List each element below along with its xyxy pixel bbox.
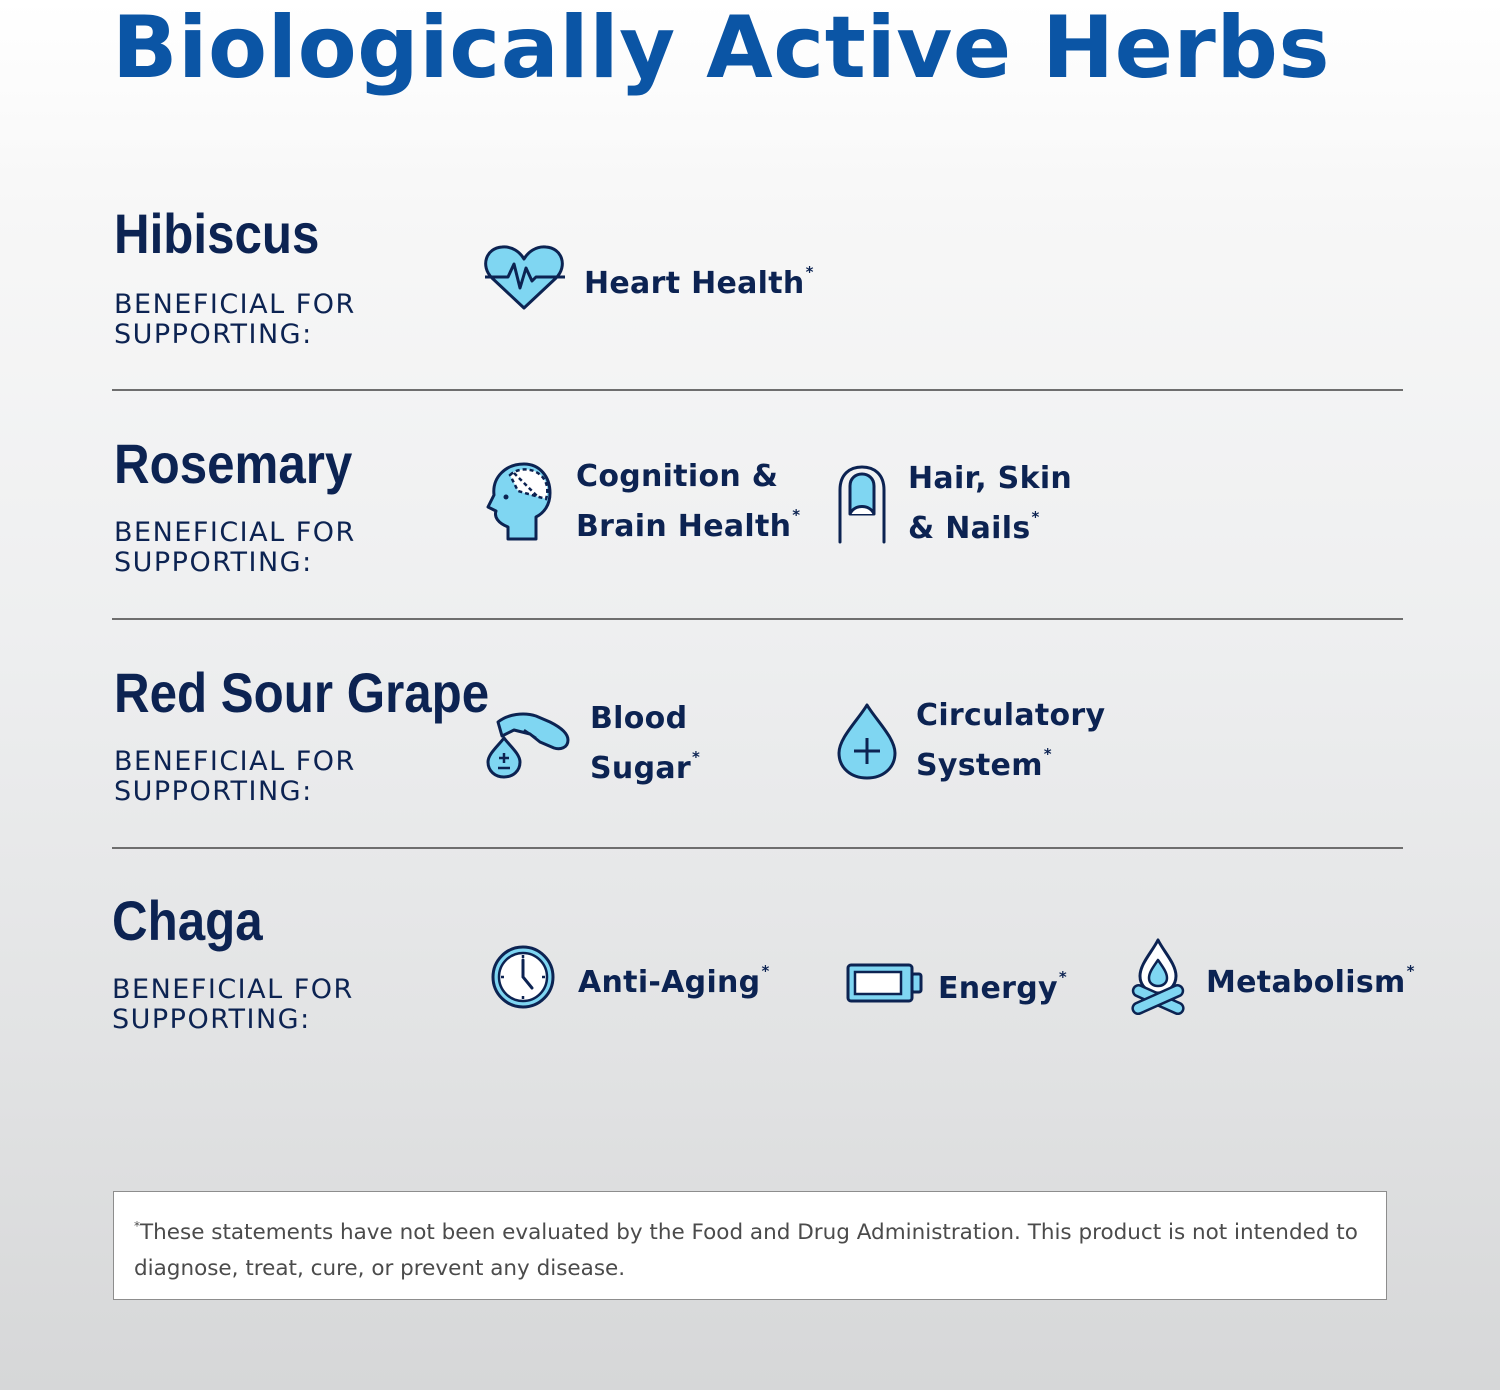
benefit-energy — [846, 958, 1067, 1008]
benefit-label: Circulatory System* — [916, 698, 1106, 783]
benefit-hair-skin-nails — [836, 460, 1072, 548]
benefit-label: Anti-Aging* — [578, 962, 770, 1000]
benefit-label: Cognition & Brain Health* — [576, 459, 801, 544]
herb-subtitle: BENEFICIAL FOR SUPPORTING: — [114, 289, 356, 350]
clock-icon — [490, 944, 556, 1010]
herb-name: Red Sour Grape — [114, 661, 490, 724]
benefit-label: Metabolism* — [1206, 962, 1415, 1000]
benefit-circulatory-system — [836, 697, 1105, 785]
section-divider — [112, 847, 1403, 849]
battery-icon — [846, 963, 924, 1003]
herb-name: Hibiscus — [114, 202, 320, 265]
disclaimer-box — [113, 1191, 1387, 1300]
heart-pulse-icon — [484, 244, 566, 312]
herb-subtitle: BENEFICIAL FOR SUPPORTING: — [112, 974, 354, 1035]
benefit-metabolism — [1130, 938, 1415, 1016]
campfire-icon — [1130, 938, 1186, 1016]
fingernail-icon — [836, 464, 888, 544]
benefit-label: Blood Sugar* — [590, 701, 701, 786]
hand-drop-icon — [484, 708, 570, 780]
drop-plus-icon — [836, 702, 898, 780]
herb-name: Chaga — [112, 889, 263, 952]
section-divider — [112, 618, 1403, 620]
herb-subtitle: BENEFICIAL FOR SUPPORTING: — [114, 746, 356, 807]
benefit-blood-sugar — [484, 700, 700, 788]
herb-subtitle: BENEFICIAL FOR SUPPORTING: — [114, 517, 356, 578]
benefit-heart-health — [484, 244, 814, 312]
benefit-anti-aging — [490, 944, 770, 1010]
benefit-label: Hair, Skin & Nails* — [908, 461, 1073, 546]
disclaimer-text: *These statements have not been evaluated by the Food and Drug Administration. This product is not intended to diagnose, treat, cure, or prevent any disease. — [134, 1219, 1358, 1281]
head-brain-icon — [484, 461, 554, 543]
section-divider — [112, 389, 1403, 391]
benefit-label: Energy* — [938, 968, 1067, 1006]
page-title: Biologically Active Herbs — [112, 0, 1331, 98]
benefit-cognition-brain-health — [484, 458, 800, 546]
benefit-label: Heart Health* — [584, 263, 814, 301]
herb-name: Rosemary — [114, 432, 353, 495]
